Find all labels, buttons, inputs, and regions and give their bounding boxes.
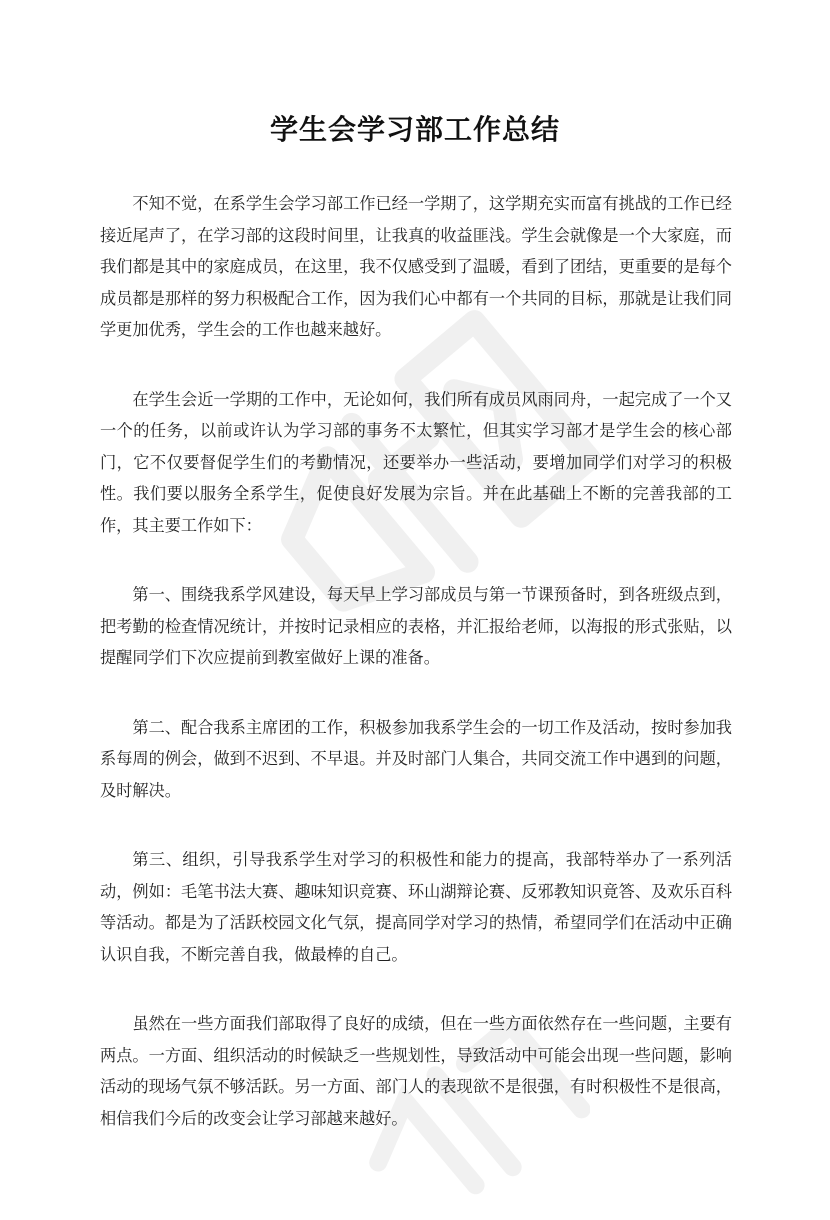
document-body [100, 188, 732, 1172]
paragraph: 第二、配合我系主席团的工作，积极参加我系学生会的一切工作及活动，按时参加我系每周的例会，做到不迟到、不早退。并及时部门人集合，共同交流工作中遇到的问题，及时解决。 [100, 717, 732, 800]
paragraph: 第一、围绕我系学风建设，每天早上学习部成员与第一节课预备时，到各班级点到，把考勤的检查情况统计，并按时记录相应的表格，并汇报给老师，以海报的形式张贴，以提醒同学们下次应提前到教室做好上课的准备。 [100, 585, 732, 667]
document-title: 学生会学习部工作总结 [269, 113, 560, 146]
paragraph: 虽然在一些方面我们部取得了良好的成绩，但在一些方面依然存在一些问题，主要有两点。一方面、组织活动的时候缺乏一些规划性，导致活动中可能会出现一些问题，影响活动的现场气氛不够活跃。另一方面、部门人的表现欲不是很强，有时积极性不是很高，相信我们今后的改变会让学习部越来越好。 [100, 1014, 732, 1128]
paragraph: 不知不觉，在系学生会学习部工作已经一学期了，这学期充实而富有挑战的工作已经接近尾声了，在学习部的这段时间里，让我真的收益匪浅。学生会就像是一个大家庭，而我们都是其中的家庭成员，在这里，我不仅感受到了温暖，看到了团结，更重要的是每个成员都是那样的努力积极配合工作，因为我们心中都有一个共同的目标，那就是让我们同学更加优秀，学生会的工作也越来越好。 [100, 194, 732, 339]
paragraph: 第三、组织，引导我系学生对学习的积极性和能力的提高，我部特举办了一系列活动，例如：毛笔书法大赛、趣味知识竞赛、环山湖辩论赛、反邪教知识竟答、及欢乐百科等活动。都是为了活跃校园文化气氛，提高同学对学习的热情，希望同学们在活动中正确认识自我，不断完善自我，做最棒的自己。 [100, 850, 732, 964]
paragraph: 在学生会近一学期的工作中，无论如何，我们所有成员风雨同舟，一起完成了一个又一个的任务，以前或许认为学习部的事务不太繁忙，但其实学习部才是学生会的核心部门，它不仅要督促学生们的考勤情况，还要举办一些活动，要增加同学们对学习的积极性。我们要以服务全系学生，促使良好发展为宗旨。并在此基础上不断的完善我部的工作，其主要工作如下： [100, 389, 732, 535]
